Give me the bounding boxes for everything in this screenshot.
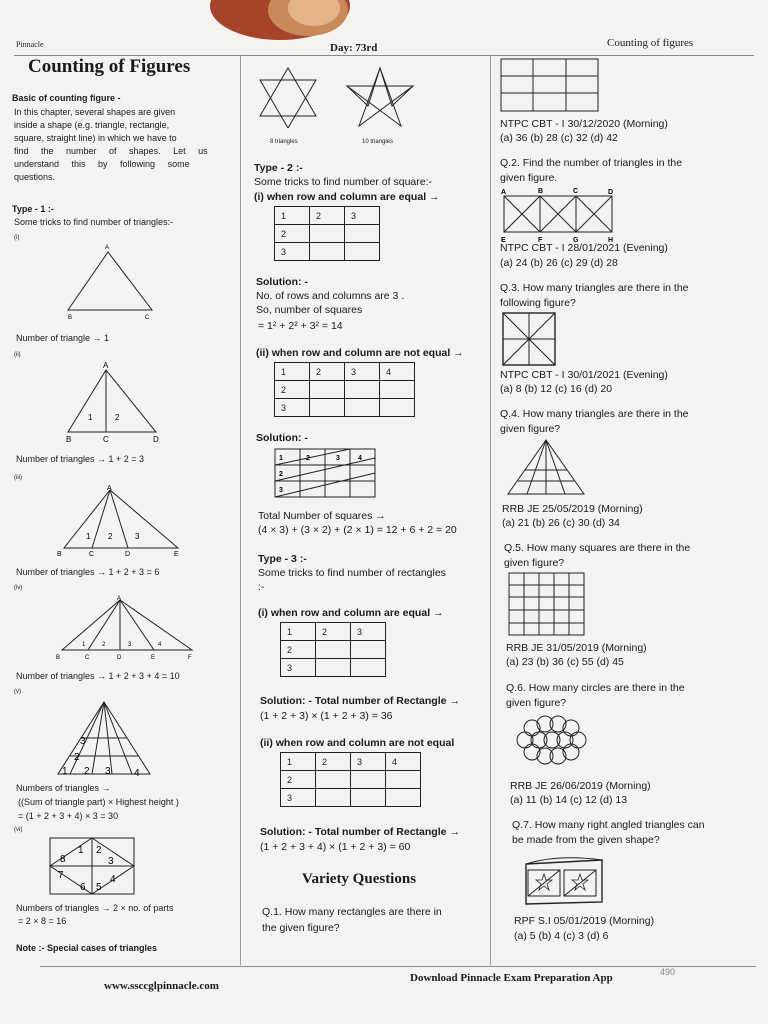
q5-source: RRB JE 31/05/2019 (Morning) [506, 642, 647, 654]
q1-options: (a) 36 (b) 28 (c) 32 (d) 42 [500, 132, 618, 144]
note-special-cases: Note :- Special cases of triangles [16, 943, 158, 953]
footer-page-number: 490 [660, 967, 676, 977]
grid-4x3-diagonal-figure [274, 448, 378, 500]
case-ii-label: (ii) [14, 352, 21, 358]
solution2-heading: Solution: - [256, 432, 308, 444]
q7-line1: Q.7. How many right angled triangles can [512, 819, 705, 831]
q2-line1: Q.2. Find the number of triangles in the [500, 157, 683, 169]
grid-cell: 1 [281, 753, 316, 771]
svg-text:B: B [538, 188, 544, 195]
basic-line-6: questions. [14, 172, 56, 182]
q2-line2: given figure. [500, 172, 558, 184]
grid-cell: 4 [380, 363, 415, 381]
grid-cell: 2 [316, 623, 351, 641]
count-v-line2: ((Sum of triangle part) × Highest height ) [18, 797, 179, 807]
count-v-line1: Numbers of triangles → [16, 783, 111, 793]
label-b: B [57, 551, 62, 558]
grid-cell: 2 [275, 225, 310, 243]
part-1: 1 [62, 766, 68, 777]
type3-desc-cont: :- [258, 581, 265, 593]
count-vi-line1: Numbers of triangles → 2 × no. of parts [16, 903, 174, 913]
label-d: D [125, 551, 131, 558]
q6-options: (a) 11 (b) 14 (c) 12 (d) 13 [510, 794, 628, 806]
grid-3x3-rectangles [280, 622, 386, 677]
svg-text:2: 2 [279, 471, 283, 478]
grid-cell: 3 [275, 243, 310, 261]
q7-shape-figure [518, 852, 608, 910]
q5-line2: given figure? [504, 557, 565, 569]
q4-triangle-figure [506, 438, 586, 498]
label-e: E [174, 551, 179, 558]
star-of-david-figure [252, 66, 324, 128]
variety-heading: Variety Questions [302, 871, 417, 887]
solution1-line3: = 1² + 2² + 3² = 14 [258, 320, 343, 332]
basic-line-3: square, straight line) in which we have to [14, 133, 177, 143]
count-v-line3: = (1 + 2 + 3 + 4) × 3 = 30 [18, 811, 119, 821]
q3-line1: Q.3. How many triangles are there in the [500, 282, 689, 294]
grid-cell: 1 [281, 623, 316, 641]
q1-line2: the given figure? [262, 922, 340, 934]
column-divider-1 [240, 55, 241, 965]
height-2: 2 [74, 752, 80, 763]
grid-cell: 2 [310, 207, 345, 225]
grid-4x3-rectangles [280, 752, 421, 807]
page-title: Counting of Figures [28, 56, 191, 77]
svg-text:H: H [608, 237, 614, 244]
q7-line2: be made from the given shape? [512, 834, 660, 846]
part-5: 5 [96, 882, 102, 893]
part-2: 2 [96, 845, 102, 856]
solution4-line1: Solution: - Total number of Rectangle → [260, 826, 460, 838]
case-iv-label: (iv) [14, 585, 23, 591]
label-d: D [153, 435, 159, 444]
figure-square-eight-parts [48, 836, 138, 896]
figure-triangle-four-parts [52, 594, 197, 664]
q7-options: (a) 5 (b) 4 (c) 3 (d) 6 [514, 930, 609, 942]
footer-app: Download Pinnacle Exam Preparation App [410, 972, 613, 984]
q3-source: NTPC CBT - I 30/01/2021 (Evening) [500, 369, 668, 381]
grid-cell: 2 [275, 381, 310, 399]
q2-source: NTPC CBT - I 28/01/2021 (Evening) [500, 242, 668, 254]
label-a: A [103, 361, 109, 370]
grid-cell: 3 [281, 659, 316, 677]
height-3: 3 [80, 736, 86, 747]
figure-triangle-two-parts [58, 360, 168, 445]
svg-text:D: D [608, 189, 614, 196]
count-iii: Number of triangles → 1 + 2 + 3 = 6 [16, 567, 160, 577]
label-c: C [89, 551, 95, 558]
grid-cell: 3 [345, 207, 380, 225]
svg-text:2: 2 [306, 455, 310, 462]
type3-case-ii: (ii) when row and column are not equal [260, 737, 455, 749]
grid-cell: 2 [316, 753, 351, 771]
count-ii: Number of triangles → 1 + 2 = 3 [16, 454, 145, 464]
basic-line-1: In this chapter, several shapes are given [14, 107, 176, 117]
grid-cell: 3 [275, 399, 310, 417]
grid-cell: 3 [281, 789, 316, 807]
q2-options: (a) 24 (b) 26 (c) 29 (d) 28 [500, 257, 618, 269]
basic-line-5: understand this by following some [14, 159, 190, 169]
type1-desc: Some tricks to find number of triangles:- [14, 217, 174, 227]
type1-heading: Type - 1 :- [12, 204, 54, 214]
grid-cell: 2 [281, 641, 316, 659]
footer-rule [40, 966, 756, 967]
five-point-star-figure [345, 66, 415, 128]
part-3: 3 [135, 532, 140, 541]
count-iv: Number of triangles → 1 + 2 + 3 + 4 = 10 [16, 671, 180, 681]
q2-triangle-figure [498, 186, 618, 244]
basic-heading: Basic of counting figure - [12, 93, 121, 103]
type2-heading: Type - 2 :- [254, 162, 303, 174]
q5-line1: Q.5. How many squares are there in the [504, 542, 691, 554]
q5-options: (a) 23 (b) 36 (c) 55 (d) 45 [506, 656, 624, 668]
solution1-line1: No. of rows and columns are 3 . [256, 290, 405, 302]
grid-cell: 3 [351, 753, 386, 771]
figure-triangle-three-parts [54, 484, 184, 559]
solution3-line2: (1 + 2 + 3) × (1 + 2 + 3) = 36 [260, 710, 393, 722]
grid-cell: 1 [275, 363, 310, 381]
part-4: 4 [134, 768, 140, 779]
type2-desc: Some tricks to find number of square:- [254, 176, 432, 188]
grid-cell: 1 [275, 207, 310, 225]
grid-cell: 3 [351, 623, 386, 641]
q5-grid-figure [508, 572, 586, 638]
part-4: 4 [110, 874, 116, 885]
q3-line2: following figure? [500, 297, 576, 309]
count-vi-line2: = 2 × 8 = 16 [18, 916, 67, 926]
type2-case-i: (i) when row and column are equal → [254, 191, 440, 203]
case-iii-label: (iii) [14, 475, 22, 481]
part-3: 3 [105, 766, 111, 777]
grid-4x3-squares [274, 362, 415, 417]
q6-line2: given figure? [506, 697, 567, 709]
grid-cell: 2 [281, 771, 316, 789]
svg-text:F: F [538, 237, 543, 244]
svg-text:4: 4 [358, 455, 362, 462]
label-a: A [105, 245, 110, 251]
grid-cell: 4 [386, 753, 421, 771]
header-topic: Counting of figures [607, 37, 694, 49]
solution1-line2: So, number of squares [256, 304, 363, 316]
star10-caption: 10 triangles [362, 139, 394, 145]
label-b: B [56, 655, 61, 661]
basic-line-2: inside a shape (e.g. triangle, rectangle, [14, 120, 170, 130]
solution2-line1: Total Number of squares → [258, 510, 386, 522]
label-c: C [85, 655, 90, 661]
solution4-line2: (1 + 2 + 3 + 4) × (1 + 2 + 3) = 60 [260, 841, 411, 853]
star8-caption: 8 triangles [270, 139, 298, 145]
svg-text:E: E [501, 237, 506, 244]
part-2: 2 [108, 532, 113, 541]
q6-circles-figure [512, 710, 592, 768]
q1-rectangle-figure [500, 58, 600, 114]
grid-cell: 2 [310, 363, 345, 381]
part-1: 1 [82, 642, 86, 648]
svg-text:3: 3 [279, 487, 283, 494]
label-a: A [117, 596, 122, 602]
column-divider-2 [490, 55, 491, 965]
label-b: B [68, 315, 73, 320]
part-1: 1 [86, 532, 91, 541]
svg-text:C: C [573, 188, 579, 195]
part-6: 6 [80, 882, 86, 893]
part-7: 7 [58, 870, 64, 881]
part-4: 4 [158, 642, 162, 648]
q4-source: RRB JE 25/05/2019 (Morning) [502, 503, 643, 515]
q4-options: (a) 21 (b) 26 (c) 30 (d) 34 [502, 517, 620, 529]
q1-line1: Q.1. How many rectangles are there in [262, 906, 442, 918]
figure-triangle-single [60, 240, 170, 320]
type3-desc: Some tricks to find number of rectangles [258, 567, 446, 579]
count-i: Number of triangle → 1 [16, 333, 110, 343]
case-vi-label: (vi) [14, 827, 23, 833]
label-c: C [145, 315, 150, 320]
part-1: 1 [78, 845, 84, 856]
part-2: 2 [115, 413, 120, 422]
q3-square-figure [502, 312, 558, 368]
part-1: 1 [88, 413, 93, 422]
part-2: 2 [102, 642, 106, 648]
part-3: 3 [128, 642, 132, 648]
label-e: E [151, 655, 156, 661]
q6-source: RRB JE 26/06/2019 (Morning) [510, 780, 651, 792]
label-c: C [103, 435, 109, 444]
svg-text:1: 1 [279, 455, 283, 462]
q4-line2: given figure? [500, 423, 561, 435]
q4-line1: Q.4. How many triangles are there in the [500, 408, 689, 420]
q6-line1: Q.6. How many circles are there in the [506, 682, 685, 694]
case-v-label: (v) [14, 689, 21, 695]
svg-text:G: G [573, 237, 579, 244]
q1-source: NTPC CBT - I 30/12/2020 (Morning) [500, 118, 668, 130]
solution2-line2: (4 × 3) + (3 × 2) + (2 × 1) = 12 + 6 + 2 = 20 [258, 524, 457, 536]
label-b: B [66, 435, 72, 444]
svg-text:A: A [501, 189, 507, 196]
header-brand: Pinnacle [16, 40, 44, 49]
figure-triangle-layered [50, 698, 170, 780]
grid-3x3-squares [274, 206, 380, 261]
thumb-photo-artifact [200, 0, 360, 45]
part-3: 3 [108, 856, 114, 867]
label-d: D [117, 655, 122, 661]
footer-website: www.ssccglpinnacle.com [104, 980, 219, 992]
grid-cell: 3 [345, 363, 380, 381]
type3-heading: Type - 3 :- [258, 553, 307, 565]
type2-case-ii: (ii) when row and column are not equal → [256, 347, 464, 359]
part-8: 8 [60, 854, 66, 865]
solution3-line1: Solution: - Total number of Rectangle → [260, 695, 460, 707]
part-2: 2 [84, 766, 90, 777]
label-f: F [188, 655, 192, 661]
q7-source: RPF S.I 05/01/2019 (Morning) [514, 915, 655, 927]
type3-case-i: (i) when row and column are equal → [258, 607, 444, 619]
header-day: Day: 73rd [330, 42, 378, 54]
label-a: A [107, 485, 112, 492]
basic-line-4: find the number of shapes. Let us [14, 146, 208, 156]
case-i-label: (i) [14, 235, 20, 241]
q3-options: (a) 8 (b) 12 (c) 16 (d) 20 [500, 383, 613, 395]
solution1-heading: Solution: - [256, 276, 308, 288]
svg-text:3: 3 [336, 455, 340, 462]
